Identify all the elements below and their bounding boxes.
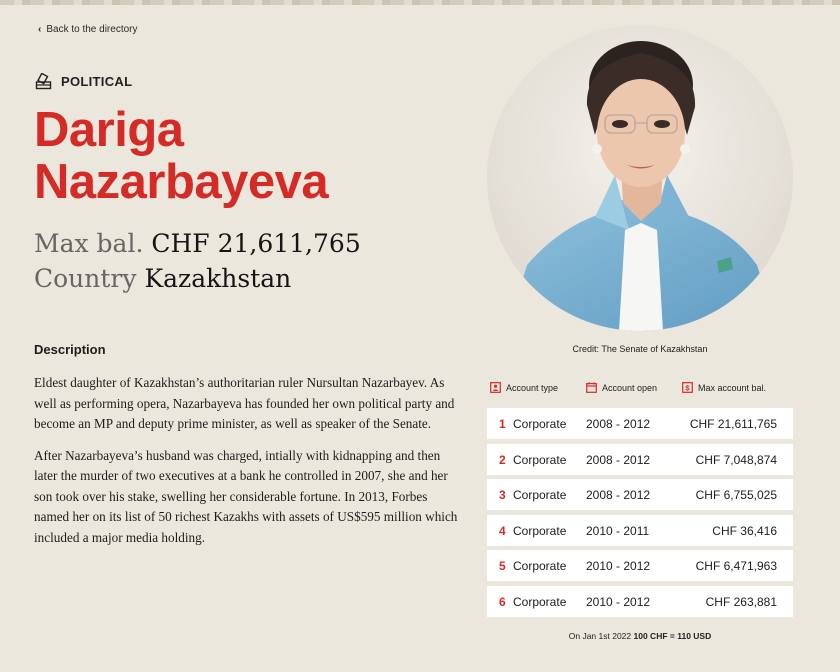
portrait-photo [487,25,793,331]
row-account-period: 2010 - 2012 [586,559,651,574]
table-row [487,444,793,475]
calendar-icon [586,382,597,393]
row-number: 2 [499,452,506,467]
row-max-balance: CHF 263,881 [705,594,777,609]
category-tag [35,73,132,90]
country-line [34,261,361,296]
header-max-balance [682,382,766,393]
country-label: Country [34,264,137,293]
svg-text:$: $ [685,383,690,393]
accounts-table-header [490,382,790,398]
table-row [487,550,793,581]
row-number: 5 [499,559,506,574]
row-account-period: 2008 - 2012 [586,488,651,503]
money-icon [682,382,693,393]
row-number: 3 [499,488,506,503]
header-account-type [490,382,558,393]
row-account-type: Corporate [513,523,567,538]
back-to-directory-link[interactable] [38,24,138,35]
row-account-type: Corporate [513,559,567,574]
row-account-period: 2008 - 2012 [586,452,651,467]
header-max-balance-label: Max account bal. [698,382,767,393]
top-decorative-strip [0,0,840,5]
max-balance-line [34,226,361,261]
description-paragraph-2: After Nazarbayeva’s husband was charged, intially with kidnapping and then later the murder of two executives at a bank he controlled in 2007, she and her son took over his stake, swelling her considerable fortune. In 2013, Forbes named her on its list of 50 richest Kazakhs with assets of US$595 million which included a major media holding. [34,447,458,545]
row-account-type: Corporate [513,452,567,467]
table-row [487,479,793,510]
photo-credit: Credit: The Senate of Kazakhstan [572,344,708,354]
table-row [487,586,793,617]
row-number: 4 [499,523,506,538]
row-account-period: 2008 - 2012 [586,417,651,431]
header-account-open [586,382,657,393]
row-number: 1 [499,417,506,431]
row-account-period: 2010 - 2011 [586,523,650,538]
exchange-rate-value: 100 CHF = 110 USD [633,631,712,641]
row-account-type: Corporate [513,594,567,609]
row-max-balance: CHF 36,416 [712,523,777,538]
description-title: Description [34,342,106,357]
key-facts [34,226,361,296]
country-value: Kazakhstan [144,264,292,293]
category-label: POLITICAL [61,74,133,89]
description-body [34,373,464,559]
row-max-balance: CHF 21,611,765 [689,417,777,431]
header-account-type-label: Account type [506,382,559,393]
accounts-table [487,408,793,622]
exchange-rate-prefix: On Jan 1st 2022 [568,631,632,641]
table-row [487,408,793,439]
row-number: 6 [499,594,506,609]
person-name: Dariga Nazarbayeva [34,103,329,209]
exchange-rate-note [487,631,793,641]
max-balance-value: CHF 21,611,765 [151,229,361,258]
row-account-type: Corporate [513,417,567,431]
back-link-label: Back to the directory [46,24,138,35]
description-paragraph-1: Eldest daughter of Kazakhstan’s authoritarian ruler Nursultan Nazarbayev. As well as performing opera, Nazarbayeva has founded her own political party and become an MP and deputy prime minister, as well as speaker of the Senate. [34,375,455,431]
portrait-illustration [487,25,793,331]
row-max-balance: CHF 6,755,025 [695,488,777,503]
account-type-icon [490,382,501,393]
header-account-open-label: Account open [602,382,658,393]
max-balance-label: Max bal. [34,229,144,258]
row-account-type: Corporate [513,488,567,503]
row-account-period: 2010 - 2012 [586,594,651,609]
ballot-box-icon [35,73,52,90]
chevron-left-icon: ‹ [38,24,42,35]
row-max-balance: CHF 6,471,963 [695,559,777,574]
row-max-balance: CHF 7,048,874 [695,452,777,467]
table-row [487,515,793,546]
